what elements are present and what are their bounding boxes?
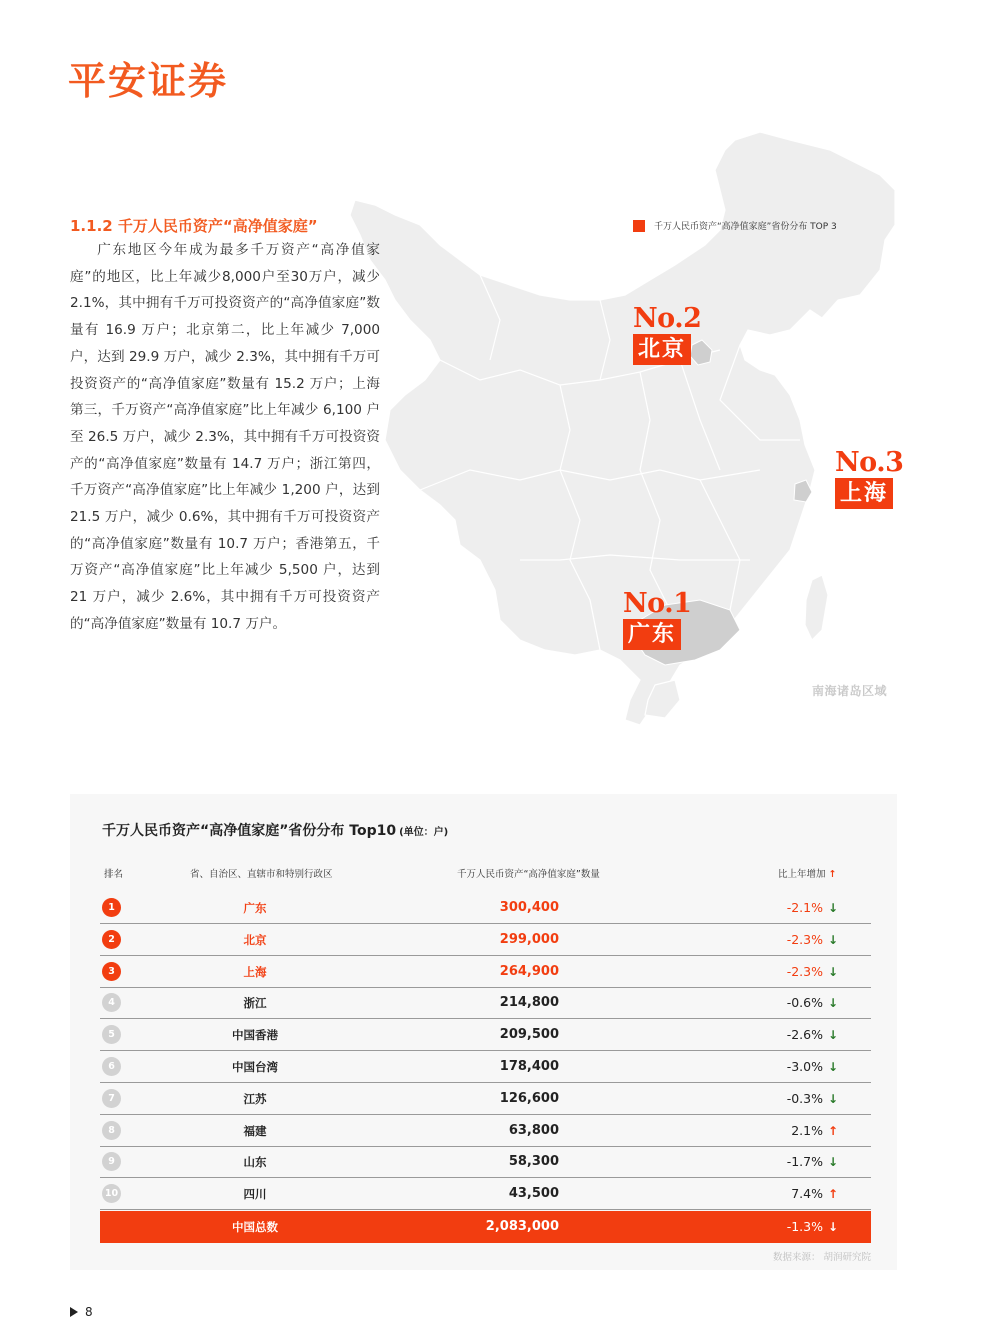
- rank-badge: 6: [102, 1057, 121, 1076]
- arrow-down-icon: ↓: [827, 1220, 838, 1234]
- province-cell: 福建: [243, 1123, 267, 1138]
- table-total-row: [100, 1211, 871, 1243]
- province-cell: 江苏: [243, 1091, 267, 1106]
- province-cell: 上海: [243, 964, 267, 979]
- count-cell: 63,800: [508, 1122, 559, 1138]
- total-count: 2,083,000: [485, 1219, 559, 1234]
- brand-logo: 平安证券: [68, 59, 229, 103]
- rank-tag-guangdong: [623, 589, 691, 650]
- table-row: [100, 987, 871, 1019]
- page-number: [70, 1305, 93, 1319]
- legend-label: 千万人民币资产“高净值家庭”省份分布 TOP 3: [654, 222, 837, 232]
- page-number-text: 8: [85, 1305, 93, 1319]
- arrow-down-icon: ↓: [827, 901, 838, 915]
- table-title: [102, 820, 448, 840]
- rank-badge: 1: [102, 898, 121, 917]
- section-body: 广东地区今年成为最多千万资产“高净值家庭”的地区，比上年减少8,000户至30万户，减少 2.1%，其中拥有千万可投资资产的“高净值家庭”数量有 16.9 万户；北京第二，比上年减少 7,000 户，达到 29.9 万户，减少 2.3%，其中拥有千万可投资资产的“高净值家庭”数量有 15.2 万户；上海第三，千万资产“高净值家庭”比上年减少 6,100 户至 26.5 万户，减少 2.3%，其中拥有千万可投资资产的“高净值家庭”数量有 14.7 万户；浙江第四，千万资产“高净值家庭”比上年减少 1,200 户，达到 21.5 万户，减少 0.6%，其中拥有千万可投资资产的“高净值家庭”数量有 10.7 万户；香港第五，千万资产“高净值家庭”比上年减少 5,500 户，达到 21 万户，减少 2.6%，其中拥有千万可投资资产的“高净值家庭”数量有 10.7 万户。: [70, 242, 380, 632]
- table-row: [100, 1178, 871, 1210]
- count-cell: 178,400: [499, 1059, 559, 1074]
- count-cell: 299,000: [499, 931, 559, 947]
- arrow-down-icon: ↓: [827, 932, 838, 947]
- rank-number: No.3: [835, 447, 904, 478]
- province-cell: 中国台湾: [232, 1060, 278, 1074]
- rank-badge: 7: [102, 1089, 121, 1108]
- table-row: [100, 892, 871, 924]
- rank-city: 北京: [633, 334, 691, 365]
- count-cell: 209,500: [499, 1027, 559, 1043]
- top10-table-card: [70, 794, 897, 1270]
- change-cell: -2.1%: [786, 900, 823, 915]
- rank-city: 广东: [623, 619, 681, 650]
- table-row: [100, 1051, 871, 1083]
- count-cell: 126,600: [499, 1090, 559, 1106]
- rank-badge: 2: [102, 930, 121, 949]
- change-cell: -2.3%: [786, 963, 823, 979]
- arrow-down-icon: ↓: [827, 1155, 838, 1170]
- map-legend: [633, 219, 837, 232]
- legend-swatch: [633, 220, 645, 232]
- rank-badge: 9: [102, 1152, 121, 1171]
- table-title-text: 千万人民币资产“高净值家庭”省份分布 Top10: [102, 823, 397, 839]
- arrow-down-icon: ↓: [827, 1060, 838, 1074]
- col-header-change-label: 比上年增加: [778, 869, 826, 880]
- section-heading: 1.1.2 千万人民币资产“高净值家庭”: [70, 217, 318, 235]
- province-cell: 四川: [243, 1187, 267, 1202]
- table-row: [100, 924, 871, 956]
- arrow-up-icon: ↑: [827, 1187, 838, 1202]
- col-header-province: 省、自治区、直辖市和特别行政区: [190, 869, 333, 880]
- count-cell: 58,300: [508, 1154, 559, 1170]
- change-cell: -1.7%: [786, 1154, 823, 1170]
- count-cell: 214,800: [499, 995, 559, 1011]
- province-cell: 北京: [243, 932, 267, 947]
- change-cell: -2.3%: [786, 931, 823, 947]
- count-cell: 300,400: [499, 900, 559, 915]
- table-row: [100, 1083, 871, 1115]
- arrow-up-icon: ↑: [827, 1123, 838, 1138]
- col-header-count: 千万人民币资产“高净值家庭”数量: [457, 869, 600, 880]
- table-row: [100, 1115, 871, 1147]
- change-cell: -0.3%: [786, 1090, 823, 1106]
- table-row: [100, 1019, 871, 1051]
- rank-number: No.2: [633, 303, 702, 334]
- triangle-right-icon: [70, 1307, 78, 1317]
- rank-tag-shanghai: [835, 448, 903, 509]
- data-source: 数据来源： 胡润研究院: [772, 1252, 871, 1263]
- arrow-up-icon: ↑: [828, 869, 837, 880]
- change-cell: -0.6%: [786, 995, 823, 1011]
- province-cell: 山东: [243, 1155, 267, 1170]
- rank-badge: 3: [102, 962, 121, 981]
- south-china-sea-label: 南海诸岛区域: [812, 684, 888, 698]
- province-cell: 浙江: [243, 996, 267, 1011]
- arrow-down-icon: ↓: [827, 964, 838, 979]
- count-cell: 264,900: [499, 963, 559, 979]
- change-cell: -3.0%: [786, 1059, 823, 1074]
- change-cell: -2.6%: [786, 1027, 823, 1043]
- rank-badge: 4: [102, 993, 121, 1012]
- province-cell: 广东: [243, 901, 267, 915]
- rank-badge: 5: [102, 1025, 121, 1044]
- total-label: 中国总数: [232, 1220, 278, 1234]
- col-header-change: [778, 866, 837, 880]
- rank-badge: 8: [102, 1121, 121, 1140]
- rank-tag-beijing: [633, 304, 701, 365]
- rank-badge: 10: [102, 1184, 121, 1203]
- rank-number: No.1: [623, 588, 692, 619]
- change-cell: 7.4%: [791, 1186, 823, 1202]
- change-cell: 2.1%: [791, 1122, 823, 1138]
- province-cell: 中国香港: [232, 1028, 278, 1043]
- rank-city: 上海: [835, 478, 893, 509]
- table-unit: (单位：户): [399, 827, 449, 838]
- col-header-rank: 排名: [104, 869, 124, 880]
- map-island: [805, 575, 828, 640]
- arrow-down-icon: ↓: [827, 1028, 838, 1043]
- count-cell: 43,500: [508, 1186, 559, 1202]
- total-change: -1.3%: [786, 1219, 823, 1234]
- table-row: [100, 956, 871, 988]
- arrow-down-icon: ↓: [827, 1091, 838, 1106]
- arrow-down-icon: ↓: [827, 996, 838, 1011]
- table-row: [100, 1146, 871, 1178]
